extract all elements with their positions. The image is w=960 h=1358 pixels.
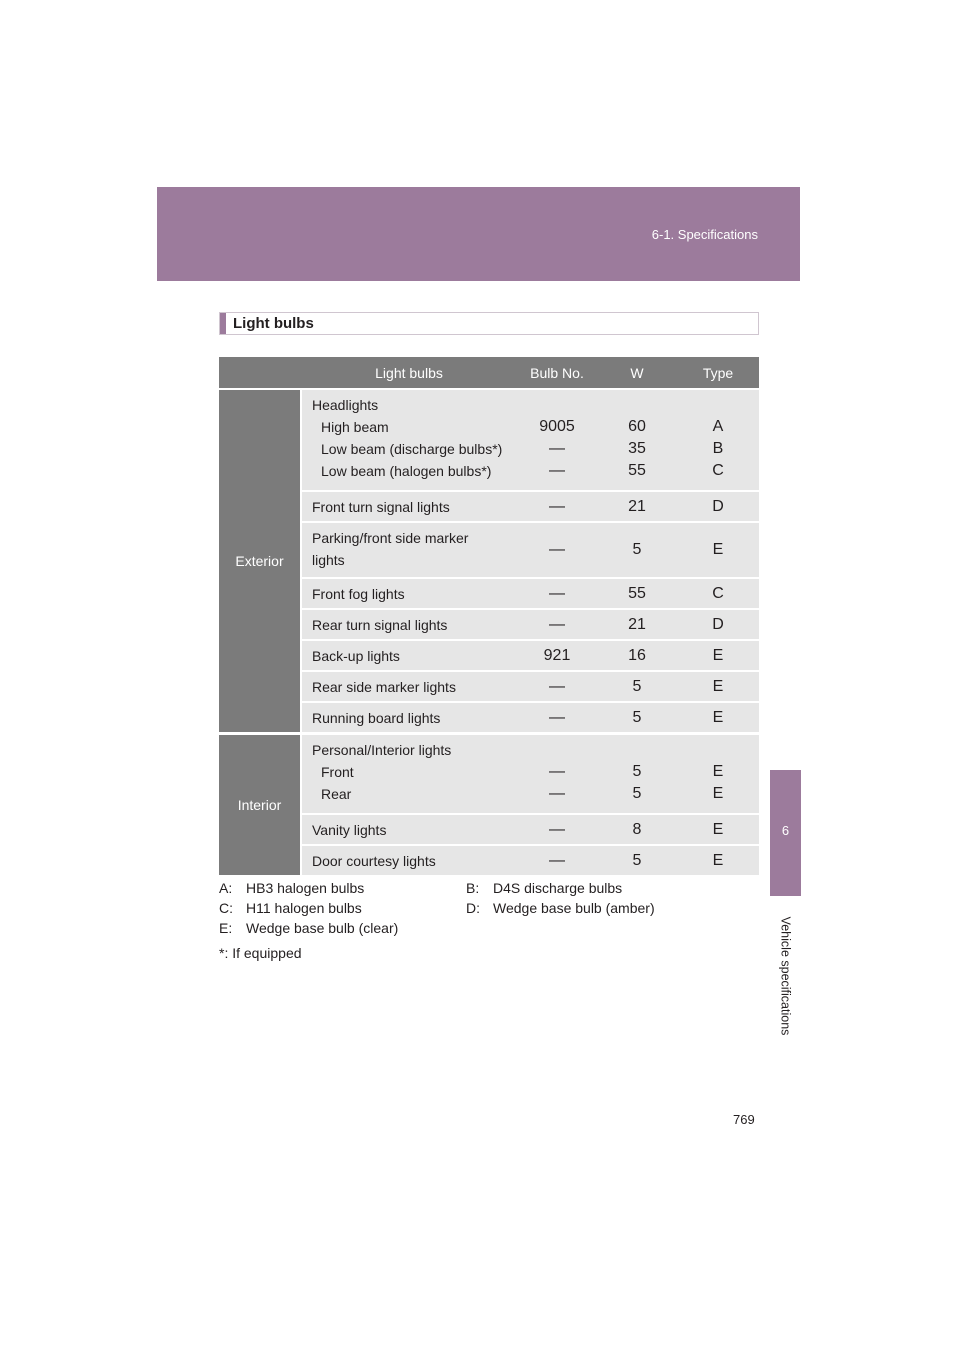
- wattage: 5: [597, 702, 677, 734]
- bulb-name: Front turn signal lights: [301, 491, 517, 522]
- bulb-type: A: [712, 418, 724, 435]
- legend-row: [219, 900, 759, 920]
- bulb-type: C: [712, 462, 724, 479]
- bulb-name: Running board lights: [301, 702, 517, 734]
- wattage: 16: [597, 640, 677, 671]
- wattage: 55: [597, 578, 677, 609]
- bulb-type: C: [677, 578, 759, 609]
- subitem-label: Low beam (halogen bulbs*): [321, 463, 492, 479]
- wattage: 5: [597, 671, 677, 702]
- bulb-name: Front fog lights: [301, 578, 517, 609]
- table-header-row: [219, 357, 759, 389]
- bulb-name: [301, 389, 517, 491]
- wattage-cell: [597, 389, 677, 491]
- column-header: Bulb No.: [517, 357, 597, 389]
- legend-item: B: D4S discharge bulbs: [466, 880, 623, 896]
- legend-row: [219, 880, 759, 900]
- bulb-type: E: [677, 845, 759, 875]
- legend-row: [219, 920, 759, 940]
- section-header: 6-1. Specifications: [651, 227, 758, 242]
- column-header: W: [597, 357, 677, 389]
- subitem-label: Low beam (discharge bulbs*): [321, 441, 503, 457]
- bulb-number: —: [517, 845, 597, 875]
- type-cell: [677, 734, 759, 815]
- type-cell: [677, 389, 759, 491]
- bulb-number: —: [517, 671, 597, 702]
- group-label: Exterior: [219, 389, 301, 734]
- light-bulbs-table: [219, 357, 759, 875]
- chapter-label: Vehicle specifications: [778, 916, 793, 1036]
- subitem-label: High beam: [321, 419, 389, 435]
- bulb-name: Rear side marker lights: [301, 671, 517, 702]
- personal-lights-label: Personal/Interior lights: [312, 742, 452, 758]
- group-label: Interior: [219, 734, 301, 876]
- bulb-type: D: [677, 609, 759, 640]
- legend-item: E: Wedge base bulb (clear): [219, 920, 399, 936]
- bulb-number: —: [549, 440, 565, 457]
- bulb-number: —: [517, 702, 597, 734]
- wattage: 21: [597, 609, 677, 640]
- column-header: [219, 357, 301, 389]
- bulb-number-cell: [517, 389, 597, 491]
- header-band: [157, 187, 800, 281]
- bulb-number: —: [549, 763, 565, 780]
- wattage: 5: [632, 763, 642, 780]
- wattage: 8: [597, 814, 677, 845]
- bulb-name: [301, 734, 517, 815]
- legend-item: D: Wedge base bulb (amber): [466, 900, 655, 916]
- bulb-type: E: [677, 814, 759, 845]
- bulb-type: E: [677, 702, 759, 734]
- title-accent-bar: [220, 313, 226, 334]
- bulb-type: E: [712, 785, 724, 802]
- bulb-name: Door courtesy lights: [301, 845, 517, 875]
- bulb-number: —: [517, 578, 597, 609]
- chapter-tab: [770, 770, 801, 896]
- footnote: *: If equipped: [219, 945, 302, 961]
- bulb-name: [301, 522, 517, 578]
- bulb-type: D: [677, 491, 759, 522]
- wattage: 5: [632, 785, 642, 802]
- wattage: 5: [597, 522, 677, 578]
- page-number: 769: [733, 1112, 755, 1127]
- section-title-text: Light bulbs: [233, 315, 314, 332]
- wattage: 60: [628, 418, 646, 435]
- bulb-number: —: [517, 491, 597, 522]
- bulb-type: E: [677, 640, 759, 671]
- chapter-number: 6: [781, 823, 790, 838]
- wattage: 55: [628, 462, 646, 479]
- bulb-name: Back-up lights: [301, 640, 517, 671]
- section-title: [219, 312, 759, 335]
- wattage: 35: [628, 440, 646, 457]
- legend-item: C: H11 halogen bulbs: [219, 900, 362, 916]
- column-header: Type: [677, 357, 759, 389]
- wattage: 21: [597, 491, 677, 522]
- subitem-label: Front: [321, 764, 354, 780]
- table-row: [219, 389, 759, 491]
- wattage: 5: [597, 845, 677, 875]
- chapter-label-container: [770, 906, 801, 1046]
- bulb-number: —: [517, 609, 597, 640]
- bulb-number-cell: [517, 734, 597, 815]
- bulb-number: 9005: [539, 418, 575, 435]
- bulb-name-text: Parking/front side marker lights: [312, 530, 469, 568]
- subitem-label: Rear: [321, 786, 352, 802]
- type-legend: [219, 880, 759, 940]
- bulb-type: E: [677, 522, 759, 578]
- bulb-type: E: [712, 763, 724, 780]
- bulb-number: —: [549, 785, 565, 802]
- wattage-cell: [597, 734, 677, 815]
- table-row: [219, 734, 759, 815]
- legend-item: A: HB3 halogen bulbs: [219, 880, 365, 896]
- column-header: Light bulbs: [301, 357, 517, 389]
- headlights-label: Headlights: [312, 397, 379, 413]
- bulb-number: —: [517, 814, 597, 845]
- bulb-type: B: [712, 440, 724, 457]
- bulb-name: Rear turn signal lights: [301, 609, 517, 640]
- bulb-number: —: [517, 522, 597, 578]
- bulb-number: 921: [517, 640, 597, 671]
- bulb-name: Vanity lights: [301, 814, 517, 845]
- bulb-number: —: [549, 462, 565, 479]
- bulb-type: E: [677, 671, 759, 702]
